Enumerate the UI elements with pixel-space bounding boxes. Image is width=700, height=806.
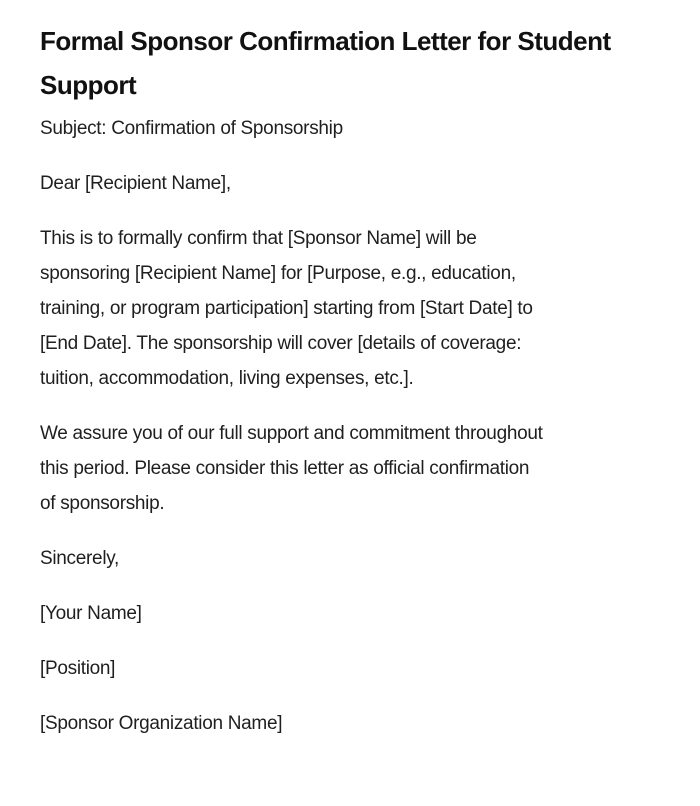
body-paragraph-1-line-3: training, or program participation] starting from [Start Date] to	[40, 298, 533, 319]
subject-line: Subject: Confirmation of Sponsorship	[40, 118, 343, 139]
body-paragraph-1-line-5: tuition, accommodation, living expenses, etc.].	[40, 368, 414, 389]
body-paragraph-1-line-1: This is to formally confirm that [Sponsor Name] will be	[40, 228, 477, 249]
page-title-line-1: Formal Sponsor Confirmation Letter for Student	[40, 26, 611, 56]
body-paragraph-1-line-4: [End Date]. The sponsorship will cover [details of coverage:	[40, 333, 522, 354]
page-title	[40, 19, 660, 107]
body-paragraph-1	[40, 221, 660, 396]
signature-name: [Your Name]	[40, 603, 142, 624]
body-paragraph-2-line-1: We assure you of our full support and commitment throughout	[40, 423, 543, 444]
body-paragraph-2-line-3: of sponsorship.	[40, 493, 165, 514]
closing: Sincerely,	[40, 548, 120, 569]
body-paragraph-2	[40, 416, 660, 521]
salutation: Dear [Recipient Name],	[40, 173, 231, 194]
page-title-line-2: Support	[40, 70, 137, 100]
signature-organization: [Sponsor Organization Name]	[40, 713, 283, 734]
signature-position: [Position]	[40, 658, 116, 679]
body-paragraph-2-line-2: this period. Please consider this letter as official confirmation	[40, 458, 530, 479]
body-paragraph-1-line-2: sponsoring [Recipient Name] for [Purpose, e.g., education,	[40, 263, 516, 284]
